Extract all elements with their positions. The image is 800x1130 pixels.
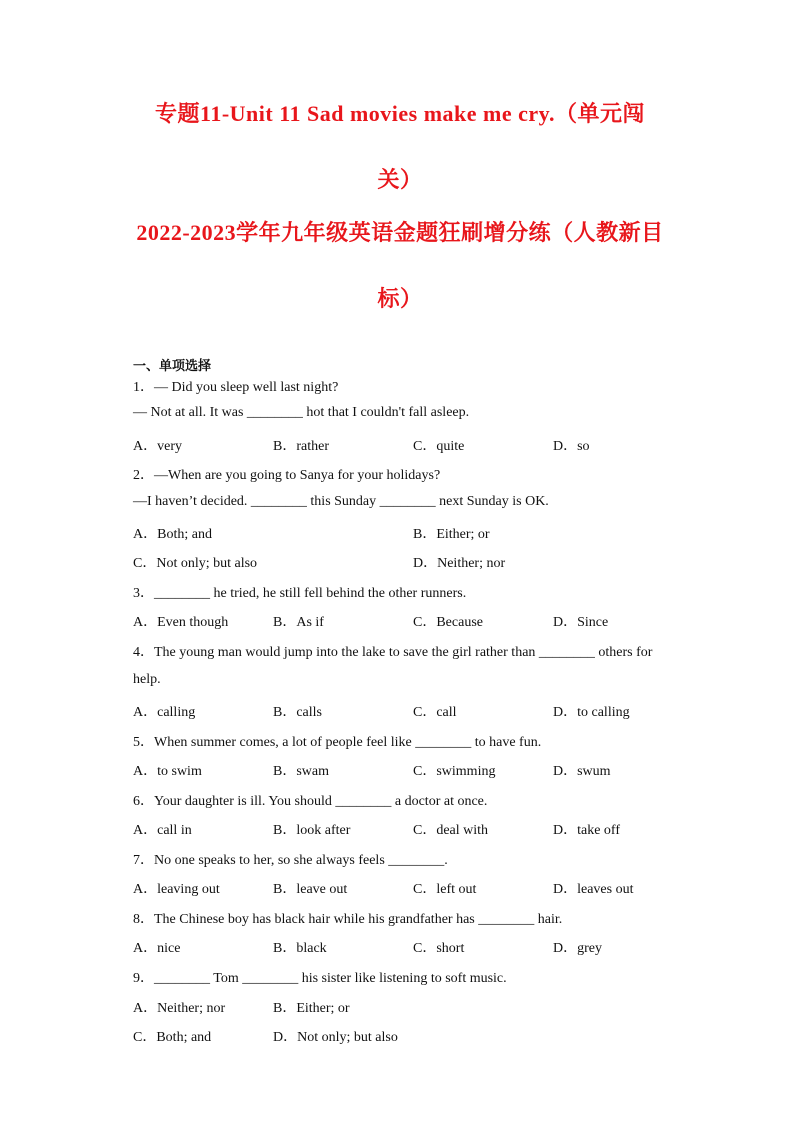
q7-option-b: B．leave out: [273, 882, 348, 897]
q6-option-b: B．look after: [273, 823, 351, 838]
q2-option-a: A．Both; and: [133, 527, 212, 542]
question-1-stem: 1．— Did you sleep well last night?: [133, 380, 339, 395]
q5-option-b: B．swam: [273, 764, 329, 779]
q8-option-c: C．short: [413, 941, 465, 956]
q9-option-d: D．Not only; but also: [273, 1030, 398, 1045]
q7-option-c: C．left out: [413, 882, 477, 897]
q3-option-c: C．Because: [413, 615, 483, 630]
question-2-stem-2: —I haven’t decided. ________ this Sunday ________ next Sunday is OK.: [133, 494, 549, 509]
doc-title-line-4: 标）: [377, 286, 423, 311]
q8-option-b: B．black: [273, 941, 327, 956]
q8-option-a: A．nice: [133, 941, 181, 956]
q3-option-d: D．Since: [553, 615, 609, 630]
q2-option-c: C．Not only; but also: [133, 556, 258, 571]
q7-option-d: D．leaves out: [553, 882, 634, 897]
q9-option-a: A．Neither; nor: [133, 1001, 226, 1016]
q1-option-b: B．rather: [273, 439, 329, 454]
q3-option-b: B．As if: [273, 615, 324, 630]
question-3-stem: 3．________ he tried, he still fell behind the other runners.: [133, 586, 467, 601]
q1-option-d: D．so: [553, 439, 590, 454]
q4-option-d: D．to calling: [553, 705, 630, 720]
q5-option-c: C．swimming: [413, 764, 496, 779]
question-7-stem: 7．No one speaks to her, so she always feels ________.: [133, 853, 448, 868]
q5-option-d: D．swum: [553, 764, 611, 779]
question-4-stem: 4．The young man would jump into the lake to save the girl rather than ________ others for: [133, 645, 653, 660]
q9-option-c: C．Both; and: [133, 1030, 212, 1045]
question-2-stem: 2．—When are you going to Sanya for your holidays?: [133, 468, 441, 483]
q5-option-a: A．to swim: [133, 764, 202, 779]
doc-title-line-2: 关）: [377, 167, 423, 192]
q1-option-c: C．quite: [413, 439, 465, 454]
question-9-stem: 9．________ Tom ________ his sister like listening to soft music.: [133, 971, 507, 986]
question-8-stem: 8．The Chinese boy has black hair while his grandfather has ________ hair.: [133, 912, 563, 927]
section-heading: 一、单项选择: [133, 358, 212, 373]
q4-option-a: A．calling: [133, 705, 196, 720]
q2-option-d: D．Neither; nor: [413, 556, 506, 571]
doc-title-line-1: 专题11-Unit 11 Sad movies make me cry.（单元闯: [155, 101, 645, 126]
q6-option-c: C．deal with: [413, 823, 489, 838]
doc-title-line-3: 2022-2023学年九年级英语金题狂刷增分练（人教新目: [136, 220, 664, 245]
question-1-stem-2: — Not at all. It was ________ hot that I couldn't fall asleep.: [133, 405, 470, 420]
q1-option-a: A．very: [133, 439, 182, 454]
question-5-stem: 5．When summer comes, a lot of people feel like ________ to have fun.: [133, 735, 542, 750]
q9-option-b: B．Either; or: [273, 1001, 350, 1016]
q7-option-a: A．leaving out: [133, 882, 220, 897]
q6-option-d: D．take off: [553, 823, 620, 838]
q2-option-b: B．Either; or: [413, 527, 490, 542]
q3-option-a: A．Even though: [133, 615, 229, 630]
q4-option-c: C．call: [413, 705, 457, 720]
q8-option-d: D．grey: [553, 941, 602, 956]
question-6-stem: 6．Your daughter is ill. You should ________ a doctor at once.: [133, 794, 488, 809]
q6-option-a: A．call in: [133, 823, 192, 838]
q4-option-b: B．calls: [273, 705, 322, 720]
question-4-stem-2: help.: [133, 672, 161, 687]
